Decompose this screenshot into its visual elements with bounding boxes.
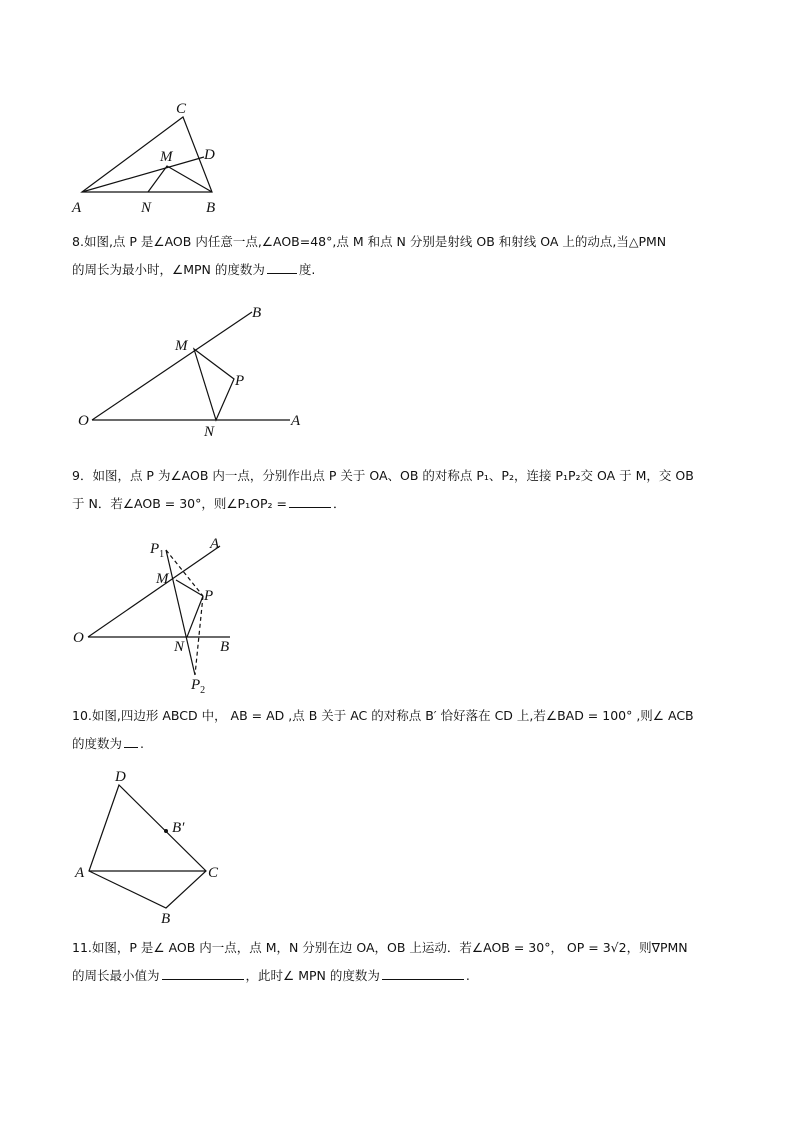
- label-c: C: [176, 101, 187, 117]
- question-10-text-1: 如图,四边形 ABCD 中， AB = AD ,点 B 关于 AC 的对称点 B′ 恰好落在 CD 上,若∠BAD = 100° ,则∠ ACB: [91, 708, 694, 723]
- ray-ob: [92, 312, 252, 420]
- question-11-text-3: ，此时∠ MPN 的度数为: [245, 968, 380, 983]
- figure-angle-aob-pmn: [75, 300, 315, 445]
- label-a: A: [72, 200, 82, 216]
- ray-oa: [88, 546, 220, 637]
- label-b-prime: B′: [172, 820, 185, 836]
- question-10-line-1: [72, 702, 732, 730]
- segment-pm: [176, 580, 203, 596]
- answer-blank-q9[interactable]: [289, 493, 331, 508]
- point-b-prime: [164, 829, 168, 833]
- question-11-line-2: [72, 962, 732, 990]
- label-b: B: [220, 639, 230, 655]
- question-8-number: 8.: [72, 234, 84, 249]
- label-m: M: [160, 149, 173, 165]
- label-p2: $P_2$: [191, 677, 206, 696]
- question-8: [72, 228, 732, 284]
- label-a: A: [291, 413, 301, 429]
- question-9-text-2: 于 N．若∠AOB = 30°，则∠P₁OP₂ =: [72, 496, 287, 511]
- question-10-text-3: .: [140, 736, 144, 751]
- question-10-number: 10.: [72, 708, 92, 723]
- question-9-line-2: [72, 490, 732, 518]
- triangle-pmn: [194, 349, 234, 420]
- question-11-text-4: .: [465, 968, 470, 983]
- question-9-text-3: ．: [332, 496, 346, 511]
- label-p1: $P_1$: [150, 541, 165, 560]
- answer-blank-q8[interactable]: [267, 259, 297, 274]
- label-b: B: [252, 305, 262, 321]
- label-a: A: [210, 536, 220, 552]
- label-c: C: [208, 865, 219, 881]
- label-b: B: [161, 911, 171, 927]
- question-11-text-2: 的周长最小值为: [72, 968, 160, 983]
- question-8-text-3: 度.: [298, 262, 316, 277]
- question-9-number: 9．: [72, 468, 93, 483]
- question-10: [72, 702, 732, 758]
- question-8-text-1: 如图,点 P 是∠AOB 内任意一点,∠AOB=48°,点 M 和点 N 分别是射线 OB 和射线 OA 上的动点,当△PMN: [83, 234, 667, 249]
- figure-reflection-p1-p2: [70, 532, 250, 697]
- label-n: N: [174, 639, 185, 655]
- segment-ad: [82, 157, 204, 192]
- label-p: P: [204, 588, 214, 604]
- label-d: D: [204, 147, 215, 163]
- question-9-text-1: 如图，点 P 为∠AOB 内一点，分别作出点 P 关于 OA、OB 的对称点 P₁、P₂，连接 P₁P₂交 OA 于 M，交 OB: [92, 468, 694, 483]
- question-8-line-1: [72, 228, 732, 256]
- label-b: B: [206, 200, 216, 216]
- question-10-line-2: [72, 730, 732, 758]
- label-m: M: [156, 571, 169, 587]
- label-a: A: [75, 865, 85, 881]
- answer-blank-q11-angle[interactable]: [382, 965, 464, 980]
- question-11-text-1: 如图，P 是∠ AOB 内一点，点 M，N 分别在边 OA，OB 上运动．若∠AOB = 30°， OP = 3√2，则∇PMN: [91, 940, 688, 955]
- question-11-line-1: [72, 934, 732, 962]
- answer-blank-q10[interactable]: [124, 733, 138, 748]
- label-o: O: [73, 630, 84, 646]
- question-9-line-1: [72, 462, 732, 490]
- answer-blank-q11-perimeter[interactable]: [162, 965, 244, 980]
- quadrilateral-abcd: [89, 785, 206, 908]
- question-9: [72, 462, 732, 518]
- question-8-text-2: 的周长为最小时，∠MPN 的度数为: [72, 262, 265, 277]
- label-p: P: [235, 373, 245, 389]
- label-m: M: [175, 338, 188, 354]
- label-d: D: [115, 769, 126, 785]
- question-11: [72, 934, 732, 990]
- label-o: O: [78, 413, 89, 429]
- figure-triangle-abc: [70, 95, 240, 220]
- question-10-text-2: 的度数为: [72, 736, 123, 751]
- segment-pn: [187, 596, 203, 637]
- question-11-number: 11.: [72, 940, 92, 955]
- label-n: N: [141, 200, 152, 216]
- question-8-line-2: [72, 256, 732, 284]
- figure-quadrilateral-abcd: [70, 765, 230, 930]
- label-n: N: [204, 424, 215, 440]
